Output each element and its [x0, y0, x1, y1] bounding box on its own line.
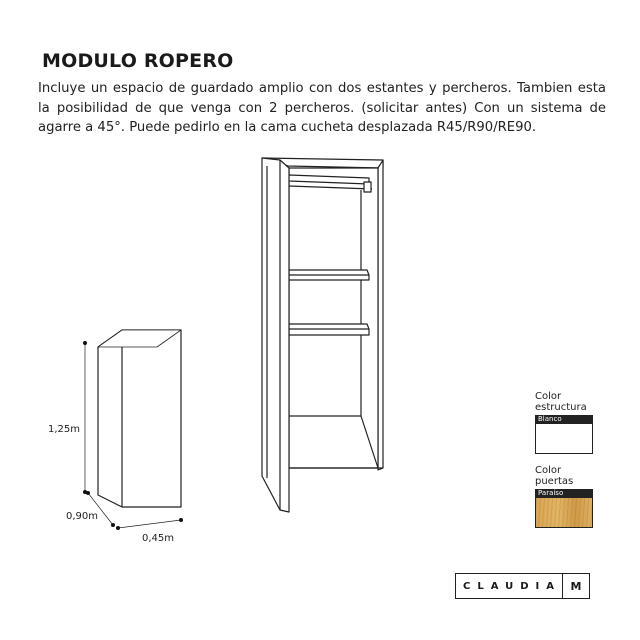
depth-label: 0,90m — [66, 511, 99, 522]
height-label: 1,25m — [48, 424, 81, 435]
swatch-doors — [535, 465, 593, 528]
brand-mark: M — [562, 574, 589, 598]
brand-name: CLAUDIA — [462, 580, 562, 592]
width-label: 0,45m — [142, 533, 175, 544]
swatch-doors-name: Paraíso — [535, 489, 593, 498]
page-title: MODULO ROPERO — [42, 50, 234, 72]
brand-logo — [455, 573, 590, 599]
swatch-doors-sample — [535, 498, 593, 528]
swatch-structure — [535, 391, 593, 454]
swatch-doors-label: Color puertas — [535, 465, 574, 487]
swatch-structure-name: Blanco — [535, 415, 593, 424]
swatch-structure-label: Color estructura — [535, 391, 587, 413]
swatch-structure-sample — [535, 424, 593, 454]
product-description: Incluye un espacio de guardado amplio con dos estantes y percheros. Tambien esta la posibilidad de que venga con 2 percheros. (solicitar antes) Con un sistema de agarre a 45°. Puede pedirlo en la cama cucheta desplazada R45/R90/RE90. — [38, 81, 606, 135]
